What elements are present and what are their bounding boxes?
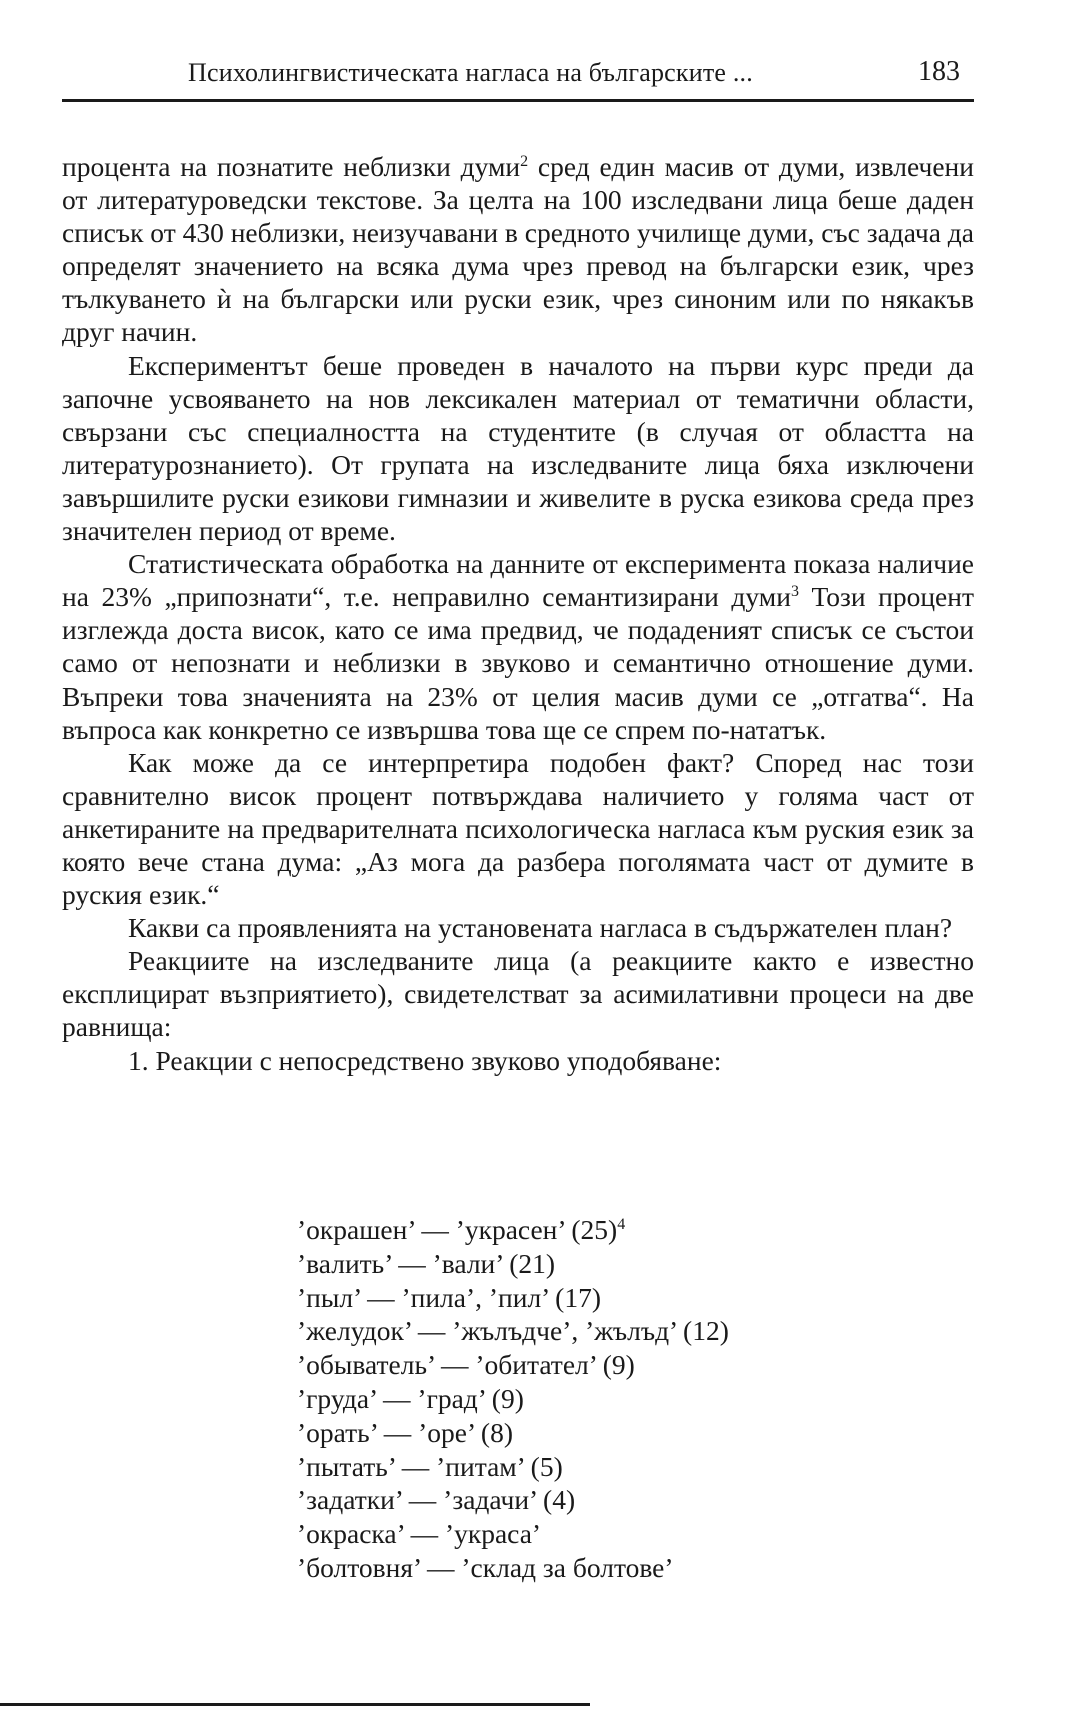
page-number: 183 [918, 56, 960, 87]
list-item: ’пыл’ — ’пила’, ’пил’ (17) [297, 1281, 601, 1313]
footnote-ref-4: 4 [617, 1216, 626, 1233]
paragraph-3-text-b: Този процент изглежда доста висок, като се има предвид, че подаденият списък се състои само от непознати и неблизки в звуково и семантично отношение думи. Въпреки това значенията на 23% от целия масив думи се „отгатва“. На въпроса как конкретно се извършва това ще се спрем по-нататък. [62, 581, 974, 745]
list-item: ’желудок’ — ’жълъдче’, ’жълъд’ (12) [297, 1315, 729, 1347]
example-text: ’окрашен’ — ’украсен’ (25) [297, 1214, 618, 1245]
list-item: ’орать’ — ’оре’ (8) [297, 1416, 513, 1448]
paragraph-3-text-a: Статистическата обработка на данните от експеримента показа наличие на 23% „припознати“, т.е. неправилно семантизирани думи [62, 548, 974, 613]
list-item: ’обыватель’ — ’обитател’ (9) [297, 1349, 635, 1381]
paragraph-1 [62, 150, 974, 349]
footnote-ref-3: 3 [790, 583, 799, 601]
header-rule [62, 99, 974, 102]
paragraph-5: Какви са проявленията на установената нагласа в съдържателен план? [128, 912, 953, 944]
paragraph-6: Реакциите на изследваните лица (а реакциите както е известно експлицират възприятието), свидетелстват за асимилативни процеси на две равнища: [62, 945, 974, 1043]
list-item: ’валить’ — ’вали’ (21) [297, 1247, 556, 1279]
list-item: ’задатки’ — ’задачи’ (4) [297, 1484, 576, 1516]
paragraph-7: 1. Реакции с непосредствено звуково уподобяване: [128, 1044, 722, 1076]
list-item [297, 1213, 729, 1247]
paragraph-1-text-b: сред един масив от думи, извлечени от литературоведски текстове. За целта на 100 изследвани лица беше даден списък от 430 неблизки, неизучавани в средното училище думи, със задача да определят значението на всяка дума чрез превод на български език, чрез тълкуването ѝ на български или руски език, чрез синоним или по някакъв друг начин. [62, 151, 974, 348]
footnote-rule [0, 1703, 590, 1706]
list-item: ’болтовня’ — ’склад за болтове’ [297, 1551, 674, 1583]
list-item: ’пытать’ — ’питам’ (5) [297, 1450, 563, 1482]
paragraph-1-text-a: процента на познатите неблизки думи [62, 151, 521, 182]
running-title: Психолингвистическата нагласа на българските ... [188, 58, 753, 87]
footnote-ref-2: 2 [520, 153, 529, 170]
paragraph-2: Експериментът беше проведен в началото на първи курс преди да започне усвояването на нов лексикален материал от тематични области, свързани със специалността на студентите (в случая от областта на литературознанието). От групата на изследваните лица бяха изключени завършилите руски езикови гимназии и живелите в руска езикова среда през значителен период от време. [62, 349, 974, 547]
list-item: ’груда’ — ’град’ (9) [297, 1382, 524, 1414]
body-text [62, 150, 974, 1077]
paragraph-4: Как може да се интерпретира подобен факт? Според нас този сравнително висок процент потвърждава наличието у голяма част от анкетираните на предварителната психологическа нагласа към руския език за която вече стана дума: „Аз мога да разбера поголямата част от думите в руския език.“ [62, 746, 974, 911]
list-item: ’окраска’ — ’украса’ [297, 1518, 542, 1550]
example-word-pairs [297, 1213, 729, 1585]
paragraph-3 [62, 547, 974, 746]
